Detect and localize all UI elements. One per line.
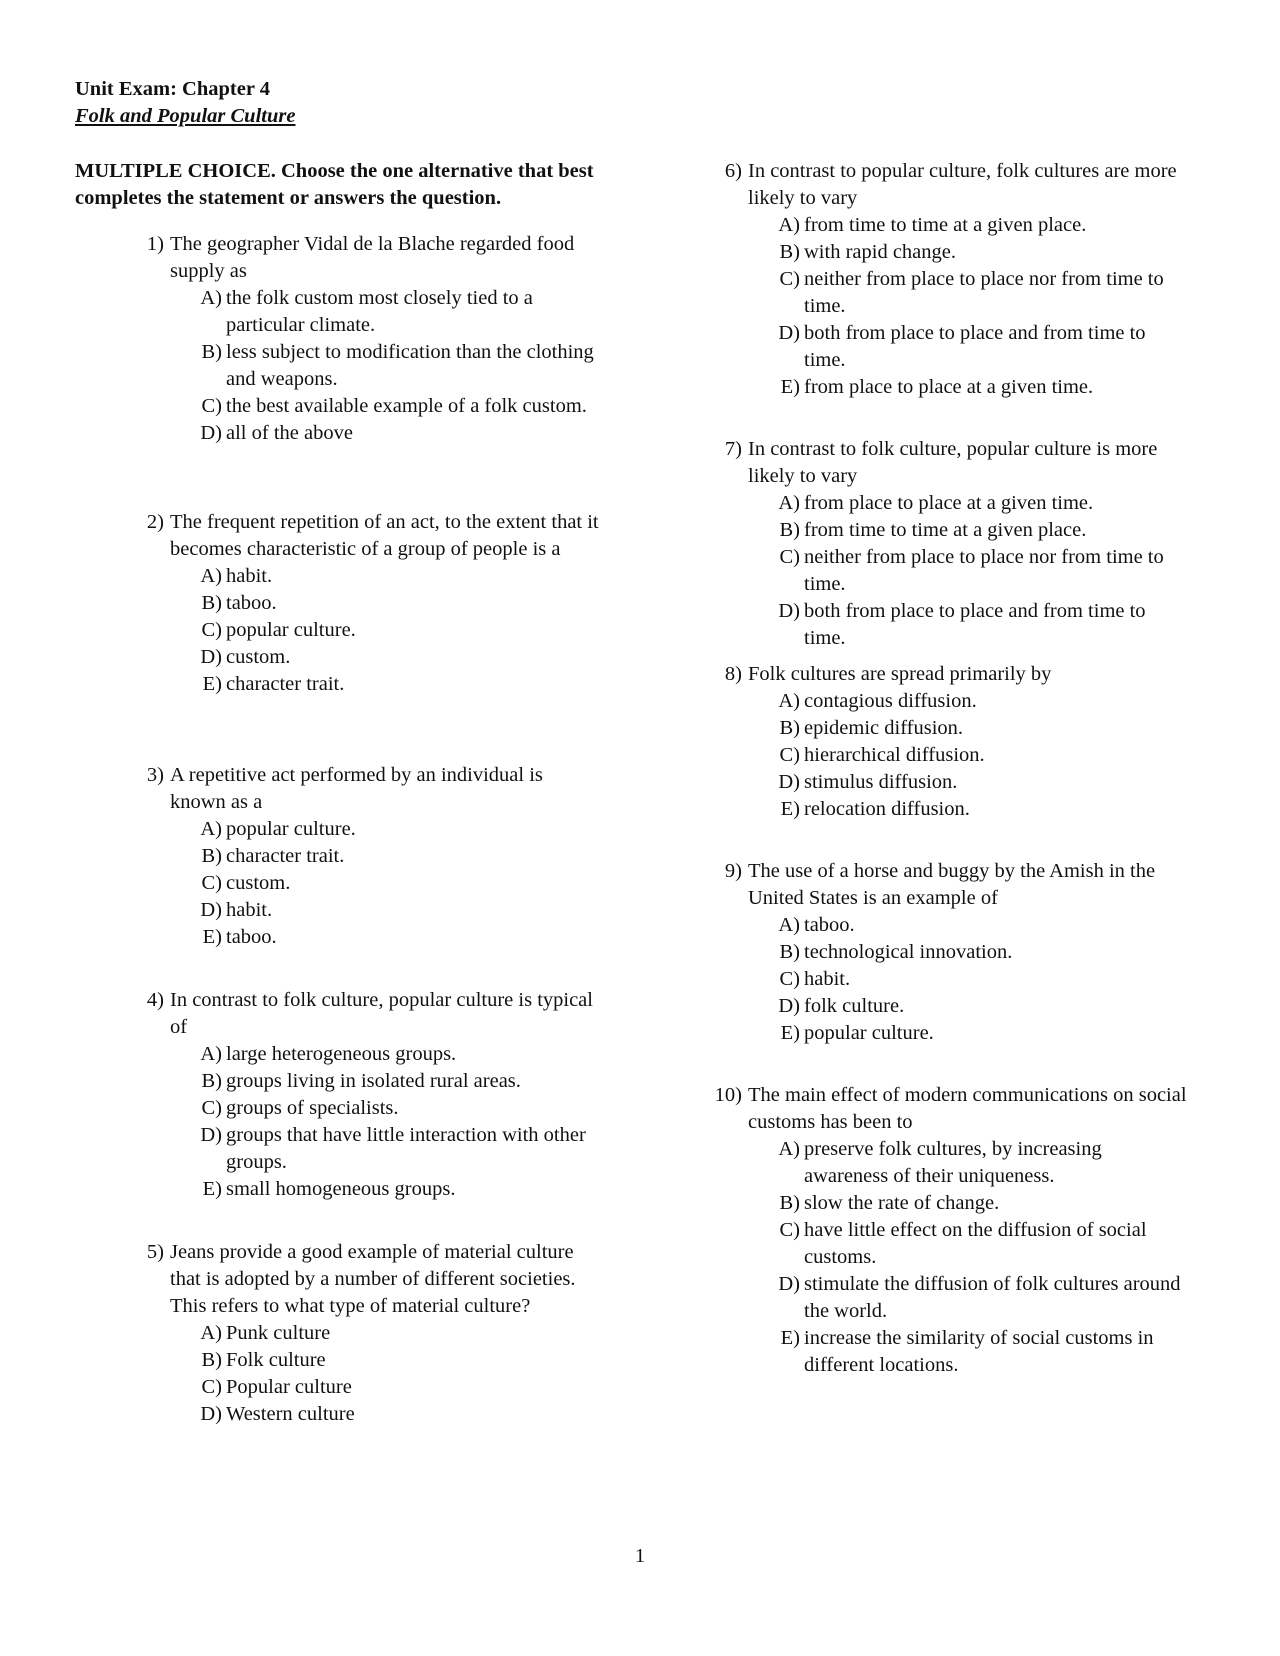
option-label: D) bbox=[200, 646, 222, 668]
question-text: A repetitive act performed by an individual is known as a bbox=[170, 764, 543, 813]
option bbox=[170, 1347, 600, 1374]
question-text: In contrast to popular culture, folk cultures are more likely to vary bbox=[748, 160, 1177, 209]
question-text: The use of a horse and buggy by the Amish in the United States is an example of bbox=[748, 860, 1156, 909]
question-number: 5) bbox=[146, 1241, 164, 1263]
question-7 bbox=[708, 436, 1188, 652]
question-number: 10) bbox=[714, 1084, 742, 1106]
question-text: Jeans provide a good example of material culture that is adopted by a number of different societies. This refers to what type of material culture? bbox=[170, 1241, 576, 1317]
page-number: 1 bbox=[634, 1545, 646, 1567]
option bbox=[748, 1325, 1188, 1379]
question-1 bbox=[130, 231, 600, 447]
option bbox=[748, 544, 1188, 598]
option-text: both from place to place and from time to time. bbox=[804, 322, 1146, 371]
option bbox=[170, 563, 600, 590]
exam-title: Unit Exam: Chapter 4 bbox=[75, 78, 270, 100]
question-number: 2) bbox=[146, 511, 164, 533]
question-number: 9) bbox=[724, 860, 742, 882]
option-label: C) bbox=[779, 968, 800, 990]
question-3 bbox=[130, 762, 600, 951]
option-label: A) bbox=[778, 914, 800, 936]
option-text: taboo. bbox=[226, 592, 277, 614]
option-text: less subject to modification than the clothing and weapons. bbox=[226, 341, 594, 390]
question-5 bbox=[130, 1239, 600, 1428]
instructions: MULTIPLE CHOICE. Choose the one alternative that best completes the statement or answers the question. bbox=[75, 160, 594, 209]
option-text: stimulus diffusion. bbox=[804, 771, 958, 793]
option bbox=[170, 1176, 600, 1203]
option-text: contagious diffusion. bbox=[804, 690, 977, 712]
option bbox=[748, 742, 1188, 769]
option-text: popular culture. bbox=[226, 619, 356, 641]
option bbox=[170, 843, 600, 870]
question-number: 3) bbox=[146, 764, 164, 786]
option bbox=[170, 1068, 600, 1095]
option bbox=[170, 897, 600, 924]
option-text: large heterogeneous groups. bbox=[226, 1043, 457, 1065]
question-text: Folk cultures are spread primarily by bbox=[748, 663, 1052, 685]
question-4 bbox=[130, 987, 600, 1203]
option-text: technological innovation. bbox=[804, 941, 1013, 963]
exam-subtitle: Folk and Popular Culture bbox=[75, 105, 296, 127]
option bbox=[170, 285, 600, 339]
option-label: C) bbox=[779, 1219, 800, 1241]
option-label: B) bbox=[201, 341, 222, 363]
question-number: 1) bbox=[146, 233, 164, 255]
option-label: E) bbox=[780, 376, 800, 398]
option bbox=[170, 924, 600, 951]
option-text: character trait. bbox=[226, 845, 345, 867]
option-label: D) bbox=[200, 422, 222, 444]
option-text: groups of specialists. bbox=[226, 1097, 399, 1119]
option bbox=[170, 671, 600, 698]
option-text: small homogeneous groups. bbox=[226, 1178, 456, 1200]
option-text: epidemic diffusion. bbox=[804, 717, 964, 739]
option-label: E) bbox=[780, 1327, 800, 1349]
option bbox=[170, 393, 600, 420]
option-label: C) bbox=[201, 395, 222, 417]
option bbox=[170, 1401, 600, 1428]
option-text: neither from place to place nor from time to time. bbox=[804, 268, 1164, 317]
option-label: D) bbox=[778, 995, 800, 1017]
option-label: B) bbox=[779, 941, 800, 963]
option-text: have little effect on the diffusion of social customs. bbox=[804, 1219, 1147, 1268]
option bbox=[748, 1190, 1188, 1217]
question-6 bbox=[708, 158, 1188, 401]
question-2 bbox=[130, 509, 600, 698]
option bbox=[748, 490, 1188, 517]
option-text: custom. bbox=[226, 872, 291, 894]
option-text: popular culture. bbox=[804, 1022, 934, 1044]
option-text: habit. bbox=[226, 899, 273, 921]
option bbox=[748, 769, 1188, 796]
option bbox=[170, 1374, 600, 1401]
option-label: C) bbox=[779, 546, 800, 568]
option-text: preserve folk cultures, by increasing awareness of their uniqueness. bbox=[804, 1138, 1102, 1187]
option bbox=[170, 1122, 600, 1176]
option bbox=[748, 1136, 1188, 1190]
option-text: folk culture. bbox=[804, 995, 905, 1017]
option bbox=[170, 870, 600, 897]
option-label: B) bbox=[779, 519, 800, 541]
option-text: from place to place at a given time. bbox=[804, 376, 1094, 398]
option-label: C) bbox=[779, 744, 800, 766]
option bbox=[748, 1020, 1188, 1047]
option-label: D) bbox=[200, 1403, 222, 1425]
option bbox=[170, 1095, 600, 1122]
option-text: with rapid change. bbox=[804, 241, 956, 263]
option-label: C) bbox=[201, 1097, 222, 1119]
question-8 bbox=[708, 661, 1188, 823]
option-label: A) bbox=[200, 287, 222, 309]
option-label: E) bbox=[780, 798, 800, 820]
option bbox=[748, 517, 1188, 544]
option-text: from time to time at a given place. bbox=[804, 214, 1087, 236]
option-label: A) bbox=[778, 690, 800, 712]
option-text: all of the above bbox=[226, 422, 353, 444]
option-label: A) bbox=[778, 214, 800, 236]
option-text: custom. bbox=[226, 646, 291, 668]
option-label: E) bbox=[202, 926, 222, 948]
question-number: 7) bbox=[724, 438, 742, 460]
option-text: neither from place to place nor from time to time. bbox=[804, 546, 1164, 595]
option-label: A) bbox=[778, 492, 800, 514]
option-label: E) bbox=[780, 1022, 800, 1044]
option-text: Folk culture bbox=[226, 1349, 326, 1371]
option-text: increase the similarity of social customs in different locations. bbox=[804, 1327, 1154, 1376]
option-label: D) bbox=[200, 899, 222, 921]
option-text: stimulate the diffusion of folk cultures around the world. bbox=[804, 1273, 1181, 1322]
option bbox=[748, 598, 1188, 652]
option bbox=[748, 993, 1188, 1020]
option-text: groups that have little interaction with other groups. bbox=[226, 1124, 586, 1173]
option-label: D) bbox=[778, 600, 800, 622]
option bbox=[748, 796, 1188, 823]
option-text: from place to place at a given time. bbox=[804, 492, 1094, 514]
option bbox=[170, 339, 600, 393]
question-10 bbox=[708, 1082, 1188, 1379]
option-text: both from place to place and from time to time. bbox=[804, 600, 1146, 649]
option-text: slow the rate of change. bbox=[804, 1192, 1000, 1214]
option bbox=[170, 1320, 600, 1347]
option-label: A) bbox=[200, 1043, 222, 1065]
option-label: B) bbox=[779, 717, 800, 739]
question-number: 8) bbox=[724, 663, 742, 685]
option-text: habit. bbox=[804, 968, 851, 990]
option bbox=[170, 617, 600, 644]
option-label: D) bbox=[778, 771, 800, 793]
option-label: D) bbox=[778, 322, 800, 344]
option-label: B) bbox=[201, 592, 222, 614]
option-label: C) bbox=[779, 268, 800, 290]
option bbox=[170, 644, 600, 671]
exam-header bbox=[75, 76, 295, 130]
option-label: E) bbox=[202, 673, 222, 695]
question-text: The geographer Vidal de la Blache regarded food supply as bbox=[170, 233, 575, 282]
option-text: the folk custom most closely tied to a particular climate. bbox=[226, 287, 533, 336]
option-text: character trait. bbox=[226, 673, 345, 695]
option-label: B) bbox=[201, 1349, 222, 1371]
question-text: The main effect of modern communications on social customs has been to bbox=[748, 1084, 1187, 1133]
option bbox=[748, 320, 1188, 374]
option bbox=[170, 1041, 600, 1068]
question-9 bbox=[708, 858, 1188, 1047]
option-label: B) bbox=[201, 1070, 222, 1092]
option-label: A) bbox=[200, 818, 222, 840]
option-text: taboo. bbox=[226, 926, 277, 948]
option bbox=[170, 590, 600, 617]
option bbox=[748, 1271, 1188, 1325]
option-label: B) bbox=[779, 241, 800, 263]
question-text: In contrast to folk culture, popular culture is more likely to vary bbox=[748, 438, 1158, 487]
option-text: popular culture. bbox=[226, 818, 356, 840]
option bbox=[748, 239, 1188, 266]
option bbox=[748, 688, 1188, 715]
option-label: D) bbox=[778, 1273, 800, 1295]
option-label: B) bbox=[779, 1192, 800, 1214]
option-text: Popular culture bbox=[226, 1376, 352, 1398]
option-label: A) bbox=[200, 1322, 222, 1344]
option bbox=[170, 420, 600, 447]
question-number: 4) bbox=[146, 989, 164, 1011]
option-label: C) bbox=[201, 1376, 222, 1398]
option-text: hierarchical diffusion. bbox=[804, 744, 985, 766]
option bbox=[748, 266, 1188, 320]
option bbox=[748, 715, 1188, 742]
option-label: B) bbox=[201, 845, 222, 867]
option-text: relocation diffusion. bbox=[804, 798, 970, 820]
question-number: 6) bbox=[724, 160, 742, 182]
option-text: from time to time at a given place. bbox=[804, 519, 1087, 541]
option bbox=[748, 912, 1188, 939]
question-text: The frequent repetition of an act, to the extent that it becomes characteristic of a group of people is a bbox=[170, 511, 599, 560]
option-label: C) bbox=[201, 619, 222, 641]
option-label: A) bbox=[200, 565, 222, 587]
option bbox=[748, 1217, 1188, 1271]
option-label: C) bbox=[201, 872, 222, 894]
option-text: groups living in isolated rural areas. bbox=[226, 1070, 521, 1092]
option-text: the best available example of a folk custom. bbox=[226, 395, 587, 417]
question-text: In contrast to folk culture, popular culture is typical of bbox=[170, 989, 593, 1038]
option bbox=[170, 816, 600, 843]
option bbox=[748, 939, 1188, 966]
option-text: Western culture bbox=[226, 1403, 355, 1425]
option-text: Punk culture bbox=[226, 1322, 331, 1344]
option bbox=[748, 212, 1188, 239]
option-label: D) bbox=[200, 1124, 222, 1146]
option-label: E) bbox=[202, 1178, 222, 1200]
option-label: A) bbox=[778, 1138, 800, 1160]
option-text: taboo. bbox=[804, 914, 855, 936]
option-text: habit. bbox=[226, 565, 273, 587]
option bbox=[748, 374, 1188, 401]
option bbox=[748, 966, 1188, 993]
